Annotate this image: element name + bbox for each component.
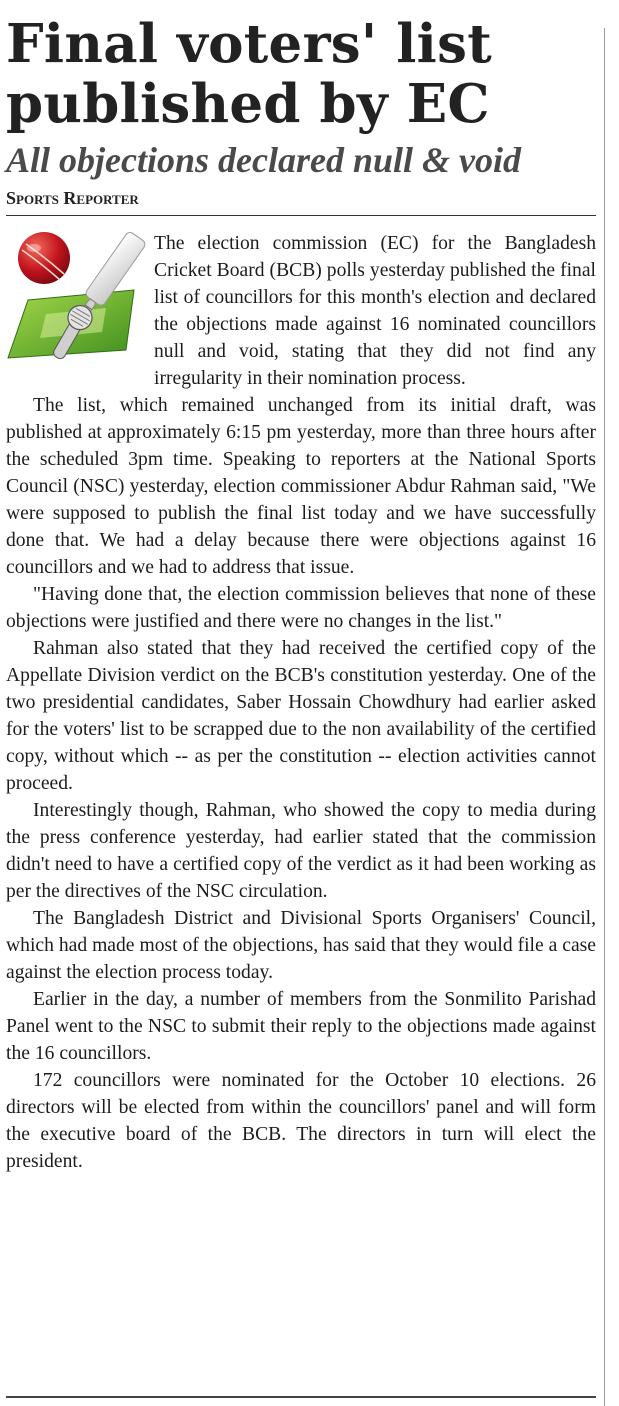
column-rule	[604, 28, 605, 1406]
article-paragraph: Earlier in the day, a number of members from the Sonmilito Parishad Panel went to the NSC to submit their reply to the objections made against the 16 councillors.	[6, 989, 596, 1064]
subheadline: All objections declared null & void	[6, 140, 521, 180]
article-paragraph: The Bangladesh District and Divisional Sports Organisers' Council, which had made most of the objections, has said that they would file a case against the election process today.	[6, 908, 596, 983]
headline: Final voters' list published by EC	[6, 13, 492, 135]
article-paragraph: 172 councillors were nominated for the October 10 elections. 26 directors will be elected from within the councillors' panel and will form the executive board of the BCB. The directors in turn will elect the president.	[6, 1070, 596, 1172]
cricket-ball-bat-icon	[6, 230, 146, 368]
article-paragraph: Rahman also stated that they had received the certified copy of the Appellate Division verdict on the BCB's constitution yesterday. One of the two presidential candidates, Saber Hossain Chowdhury had earlier asked for the voters' list to be scrapped due to the non availability of the certified copy, without which -- as per the constitution -- election activities cannot proceed.	[6, 638, 596, 794]
news-article	[6, 14, 596, 1175]
bottom-rule	[6, 1396, 596, 1398]
article-body	[6, 230, 596, 1175]
article-paragraph: "Having done that, the election commission believes that none of these objections were justified and there were no changes in the list."	[6, 584, 596, 632]
article-paragraph: The list, which remained unchanged from its initial draft, was published at approximately 6:15 pm yesterday, more than three hours after the scheduled 3pm time. Speaking to reporters at the National Sports Council (NSC) yesterday, election commissioner Abdur Rahman said, "We were supposed to publish the final list today and we have successfully done that. We had a delay because there were objections against 16 councillors and we had to address that issue.	[6, 395, 596, 578]
article-paragraph: The election commission (EC) for the Bangladesh Cricket Board (BCB) polls yesterday published the final list of councillors for this month's election and declared the objections made against 16 nominated councillors null and void, stating that they did not find any irregularity in their nomination process.	[154, 233, 596, 389]
byline: Sports Reporter	[6, 187, 596, 216]
article-paragraph: Interestingly though, Rahman, who showed the copy to media during the press conference yesterday, had earlier stated that the commission didn't need to have a certified copy of the verdict as it had been working as per the directives of the NSC circulation.	[6, 800, 596, 902]
